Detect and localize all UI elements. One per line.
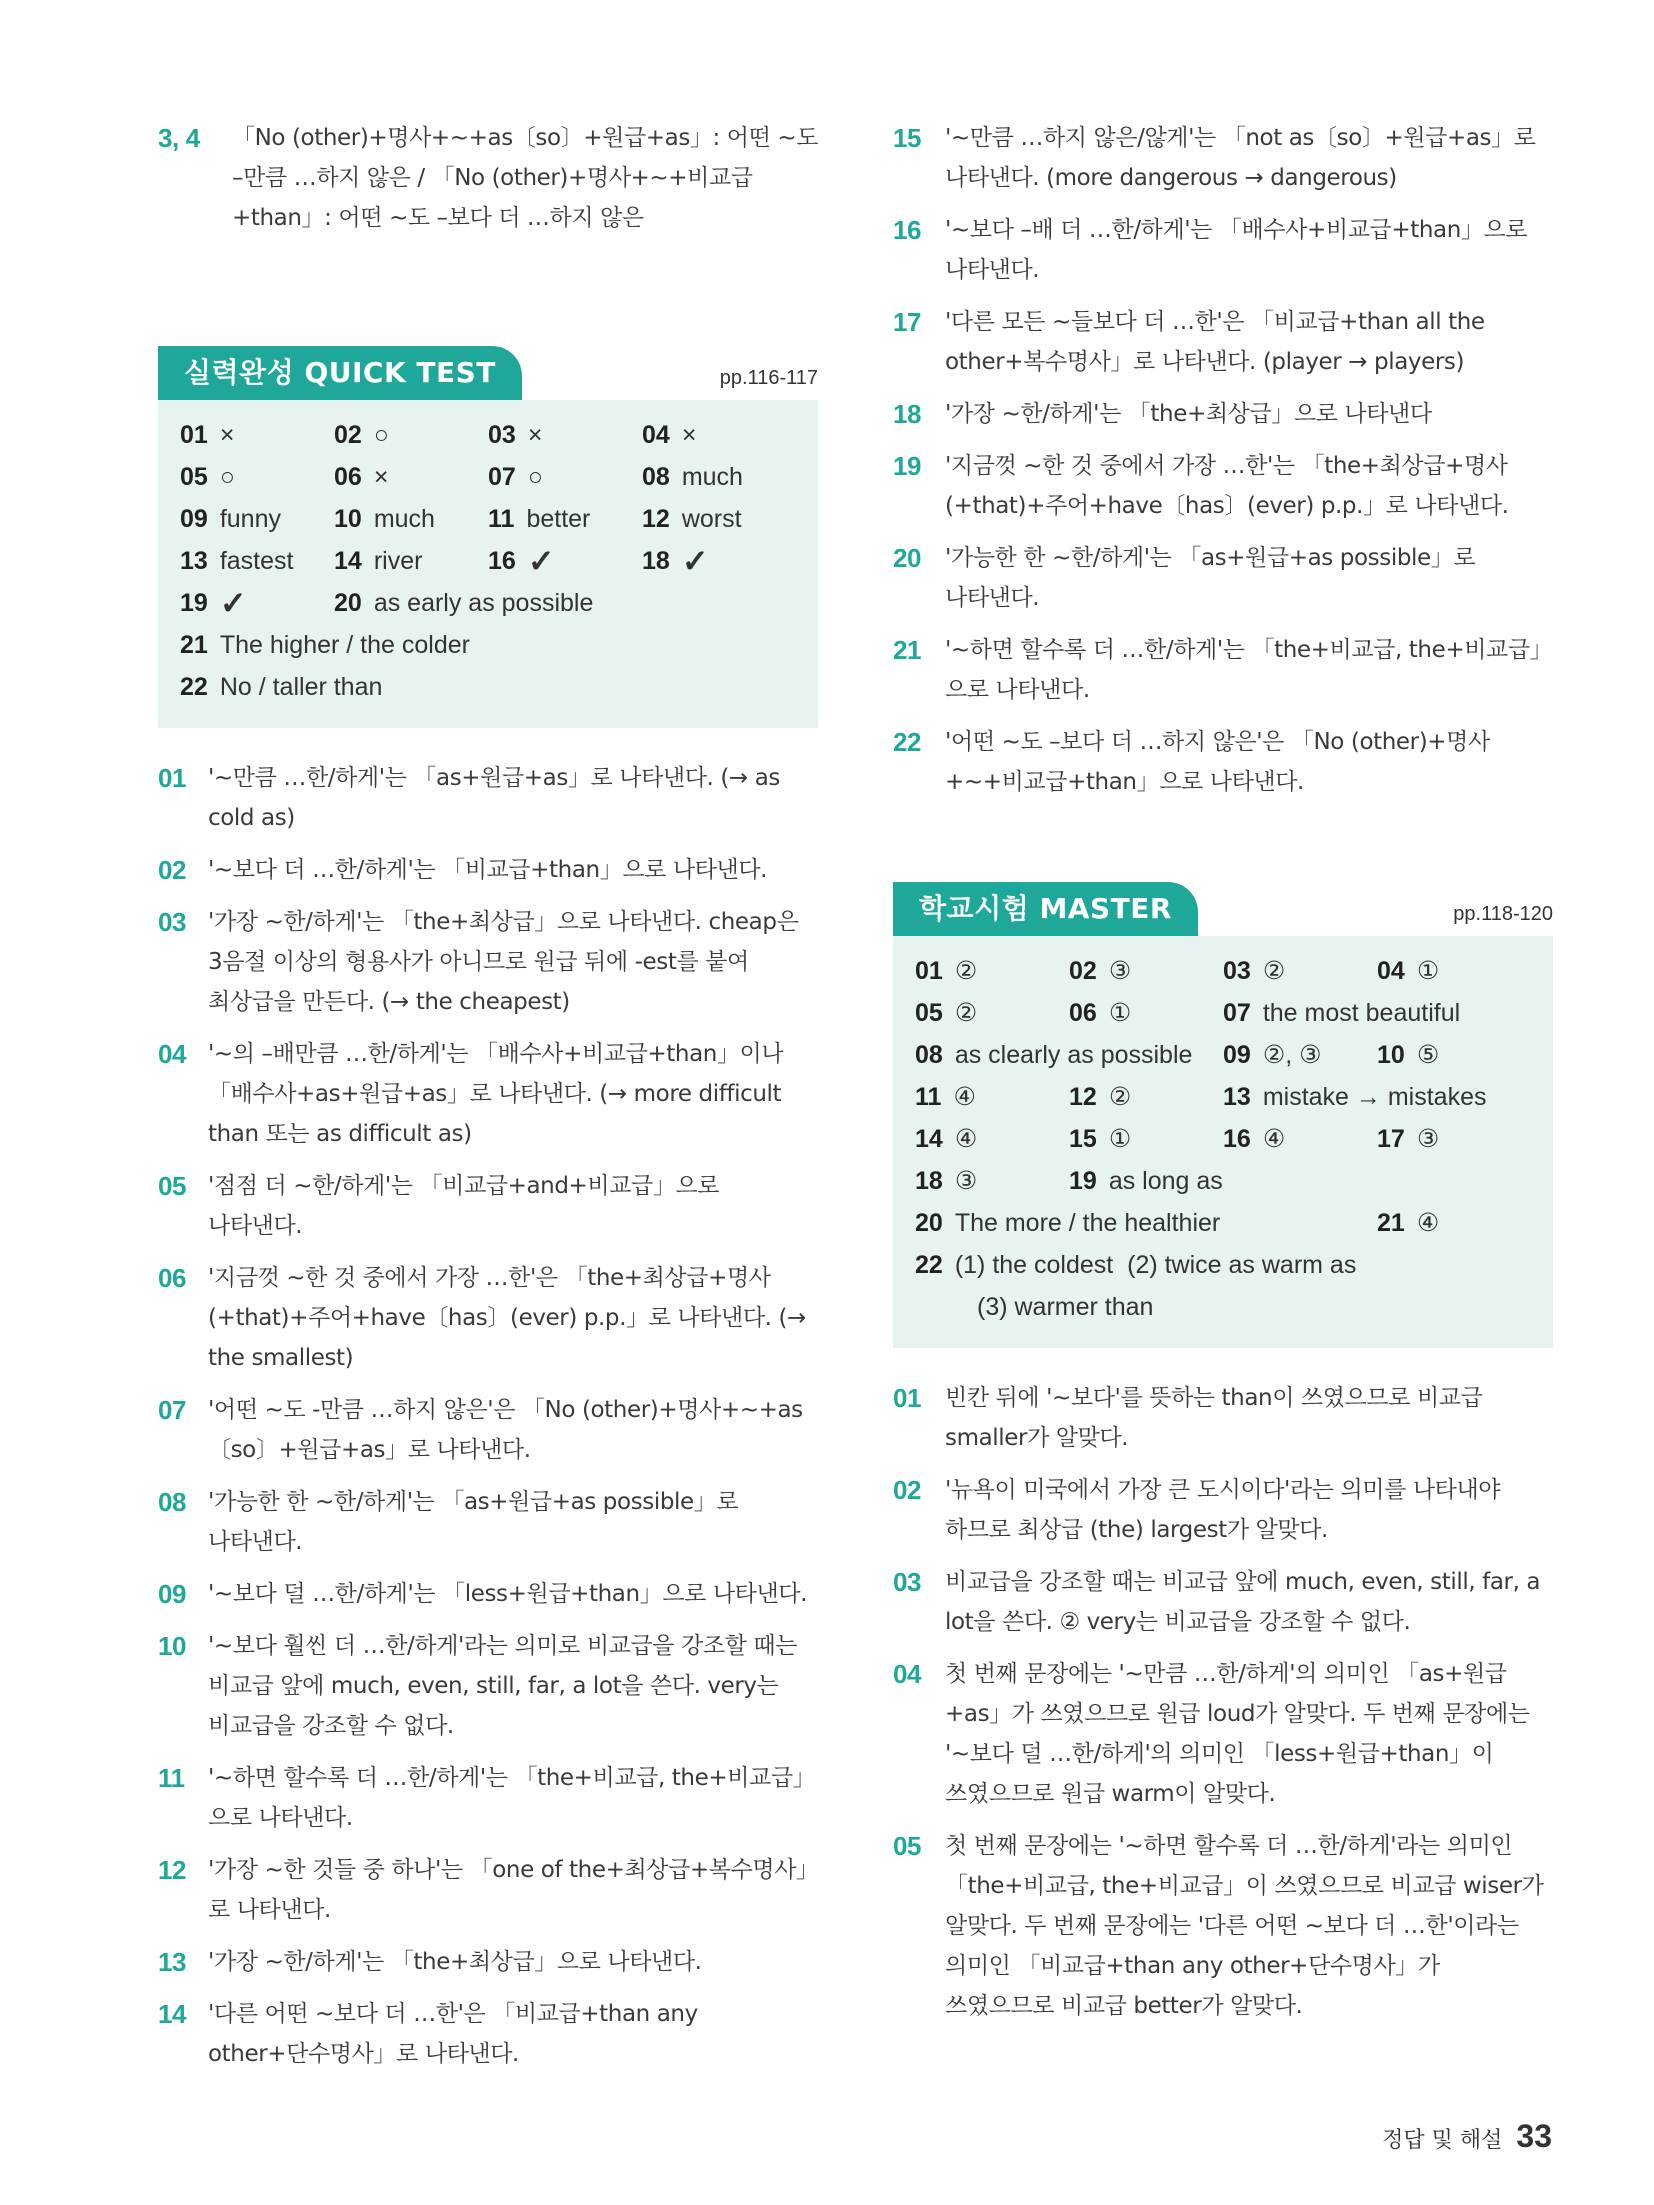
- explanation-item: 05 '점점 더 ~한/하게'는 「비교급+and+비교급」으로 나타낸다.: [158, 1171, 720, 1239]
- answer-item: 05 ②: [915, 998, 978, 1027]
- explanation-item: 18 '가장 ~한/하게'는 「the+최상급」으로 나타낸다: [893, 399, 1432, 429]
- page-number: 33: [1516, 2118, 1552, 2154]
- answer-item: 02 ③: [1069, 956, 1132, 985]
- answer-item: 20 as early as possible: [334, 588, 594, 617]
- master-header: [893, 882, 1553, 936]
- master-answers: [893, 936, 1553, 1348]
- answer-item: 02 ○: [334, 420, 389, 449]
- answer-item: 11 better: [488, 504, 591, 533]
- answer-item: 13 mistake → mistakes: [1223, 1082, 1487, 1111]
- answer-item: 09 ②, ③: [1223, 1040, 1322, 1069]
- explanation-item: 20 '가능한 한 ~한/하게'는 「as+원급+as possible」로 나타낸다.: [893, 543, 1476, 611]
- answer-item: 16 ✓: [488, 543, 555, 579]
- explanation-item: 12 '가장 ~한 것들 중 하나'는 「one of the+최상급+복수명사」로 나타낸다.: [158, 1855, 808, 1923]
- explanation-item: 17 '다른 모든 ~들보다 더 …한'은 「비교급+than all the other+복수명사」로 나타낸다. (player → players): [893, 307, 1485, 375]
- quick-test-pages: pp.116-117: [719, 367, 818, 389]
- master-pages: pp.118-120: [1453, 903, 1553, 925]
- answer-item: 21 The higher / the colder: [180, 630, 470, 659]
- answer-item: 12 worst: [642, 504, 742, 533]
- explanation-item: 16 '~보다 –배 더 …한/하게'는 「배수사+비교급+than」으로 나타낸다.: [893, 215, 1528, 283]
- answer-item: 22 No / taller than: [180, 672, 383, 701]
- answer-item: 19 ✓: [180, 585, 247, 621]
- quick-test-section: [158, 346, 818, 728]
- answer-item: 12 ②: [1069, 1082, 1132, 1111]
- explanation-item: 04 첫 번째 문장에는 '~만큼 …한/하게'의 의미인 「as+원급+as」가 쓰였으므로 원급 loud가 알맞다. 두 번째 문장에는 '~보다 덜 …한/하게'의 의미인 「less+원급+than」이 쓰였으므로 원급 warm이 알맞다.: [893, 1659, 1530, 1807]
- answer-item: 06 ①: [1069, 998, 1132, 1027]
- answer-item: 21 ④: [1377, 1208, 1440, 1237]
- answer-item: 16 ④: [1223, 1124, 1286, 1153]
- answer-item: 01 ×: [180, 420, 235, 449]
- answer-item: 14 river: [334, 546, 423, 575]
- explanation-item: 05 첫 번째 문장에는 '~하면 할수록 더 …한/하게'라는 의미인 「the+비교급, the+비교급」이 쓰였으므로 비교급 wiser가 알맞다. 두 번째 문장에는 '다른 어떤 ~보다 더 …한'이라는 의미인 「비교급+than any other+단수명사」가 쓰였으므로 비교급 better가 알맞다.: [893, 1831, 1544, 2019]
- explanation-item: 19 '지금껏 ~한 것 중에서 가장 …한'는 「the+최상급+명사(+that)+주어+have〔has〕(ever) p.p.」로 나타낸다.: [893, 451, 1509, 519]
- answer-item: 11 ④: [915, 1082, 976, 1111]
- explanation-item: 22 '어떤 ~도 –보다 더 …하지 않은'은 「No (other)+명사+~+비교급+than」으로 나타낸다.: [893, 727, 1490, 795]
- check-mark-icon: ✓: [681, 543, 709, 579]
- check-mark-icon: ✓: [527, 543, 555, 579]
- answer-item: 22 (1) the coldest (2) twice as warm as: [915, 1250, 1357, 1279]
- page-footer: [1382, 2118, 1552, 2155]
- explanation-item: 07 '어떤 ~도 -만큼 …하지 않은'은 「No (other)+명사+~+as〔so〕+원급+as」로 나타낸다.: [158, 1395, 803, 1463]
- explanation-item: 01 '~만큼 …한/하게'는 「as+원급+as」로 나타낸다. (→ as cold as): [158, 763, 780, 831]
- answer-item: 13 fastest: [180, 546, 294, 575]
- explanation-item: 06 '지금껏 ~한 것 중에서 가장 …한'은 「the+최상급+명사(+that)+주어+have〔has〕(ever) p.p.」로 나타낸다. (→ the smallest): [158, 1263, 806, 1371]
- explanation-item: 15 '~만큼 …하지 않은/않게'는 「not as〔so〕+원급+as」로 나타낸다. (more dangerous → dangerous): [893, 123, 1536, 191]
- answer-item: 08 much: [642, 462, 743, 491]
- explanation-item: 03 비교급을 강조할 때는 비교급 앞에 much, even, still, far, a lot을 쓴다. ② very는 비교급을 강조할 수 없다.: [893, 1567, 1541, 1635]
- answer-item: 08 as clearly as possible: [915, 1040, 1193, 1069]
- explanation-item: 09 '~보다 덜 …한/하게'는 「less+원급+than」으로 나타낸다.: [158, 1579, 808, 1609]
- answer-item: 20 The more / the healthier: [915, 1208, 1221, 1237]
- explanation-item: 11 '~하면 할수록 더 …한/하게'는 「the+비교급, the+비교급」으로 나타낸다.: [158, 1763, 816, 1831]
- answer-item: 09 funny: [180, 504, 281, 533]
- master-title: 학교시험 MASTER: [893, 882, 1198, 936]
- answer-item: 18 ③: [915, 1166, 978, 1195]
- item-text: 「No (other)+명사+~+as〔so〕+원급+as」: 어떤 ~도 –만큼 …하지 않은 / 「No (other)+명사+~+비교급+than」: 어떤 ~도 –보다 더 …하지 않은: [232, 125, 819, 231]
- quick-test-header: [158, 346, 818, 400]
- quick-test-answers: [158, 400, 818, 728]
- explanation-item: 21 '~하면 할수록 더 …한/하게'는 「the+비교급, the+비교급」으로 나타낸다.: [893, 635, 1553, 703]
- answer-item: 03 ②: [1223, 956, 1286, 985]
- answer-item: 07 the most beautiful: [1223, 998, 1461, 1027]
- answer-item: 10 much: [334, 504, 435, 533]
- explanation-item: 04 '~의 –배만큼 …한/하게'는 「배수사+비교급+than」이나 「배수사+as+원급+as」로 나타낸다. (→ more difficult than 또는 as difficult as): [158, 1039, 784, 1147]
- answer-item: 19 as long as: [1069, 1166, 1223, 1195]
- answer-item: 03 ×: [488, 420, 543, 449]
- answer-item: 10 ⑤: [1377, 1040, 1440, 1069]
- intro-item: [158, 118, 818, 238]
- explanation-item: 02 '~보다 더 …한/하게'는 「비교급+than」으로 나타낸다.: [158, 855, 768, 885]
- check-mark-icon: ✓: [219, 585, 247, 621]
- answer-item: 01 ②: [915, 956, 978, 985]
- left-column: [158, 118, 818, 2086]
- explanation-item: 14 '다른 어떤 ~보다 더 …한'은 「비교급+than any other+단수명사」로 나타낸다.: [158, 1999, 698, 2067]
- footer-label: 정답 및 해설: [1382, 2128, 1503, 2153]
- explanation-item: 08 '가능한 한 ~한/하게'는 「as+원급+as possible」로 나타낸다.: [158, 1487, 739, 1555]
- quick-test-title: 실력완성 QUICK TEST: [158, 346, 522, 400]
- answer-item: 14 ④: [915, 1124, 978, 1153]
- right-column: [893, 118, 1553, 2038]
- answer-item: 18 ✓: [642, 543, 709, 579]
- explanation-item: 13 '가장 ~한/하게'는 「the+최상급」으로 나타낸다.: [158, 1947, 702, 1977]
- master-section: [893, 882, 1553, 1348]
- answer-item: 06 ×: [334, 462, 389, 491]
- answer-item: 04 ①: [1377, 956, 1440, 985]
- explanation-item: 10 '~보다 훨씬 더 …한/하게'라는 의미로 비교급을 강조할 때는 비교급 앞에 much, even, still, far, a lot을 쓴다. very는 비교급을 강조할 수 없다.: [158, 1631, 798, 1739]
- explanation-item: 02 '뉴욕이 미국에서 가장 큰 도시이다'라는 의미를 나타내야 하므로 최상급 (the) largest가 알맞다.: [893, 1475, 1501, 1543]
- explanation-item: 03 '가장 ~한/하게'는 「the+최상급」으로 나타낸다. cheap은 3음절 이상의 형용사가 아니므로 원급 뒤에 -est를 붙여 최상급을 만든다. (→ the cheapest): [158, 907, 799, 1015]
- answer-item: 04 ×: [642, 420, 697, 449]
- answer-item: 05 ○: [180, 462, 235, 491]
- answer-item: (3) warmer than: [977, 1292, 1154, 1321]
- answer-item: 17 ③: [1377, 1124, 1440, 1153]
- answer-item: 07 ○: [488, 462, 543, 491]
- explanation-item: 01 빈칸 뒤에 '~보다'를 뜻하는 than이 쓰였으므로 비교급 smaller가 알맞다.: [893, 1383, 1483, 1451]
- item-number: 3, 4: [158, 123, 200, 153]
- answer-item: 15 ①: [1069, 1124, 1132, 1153]
